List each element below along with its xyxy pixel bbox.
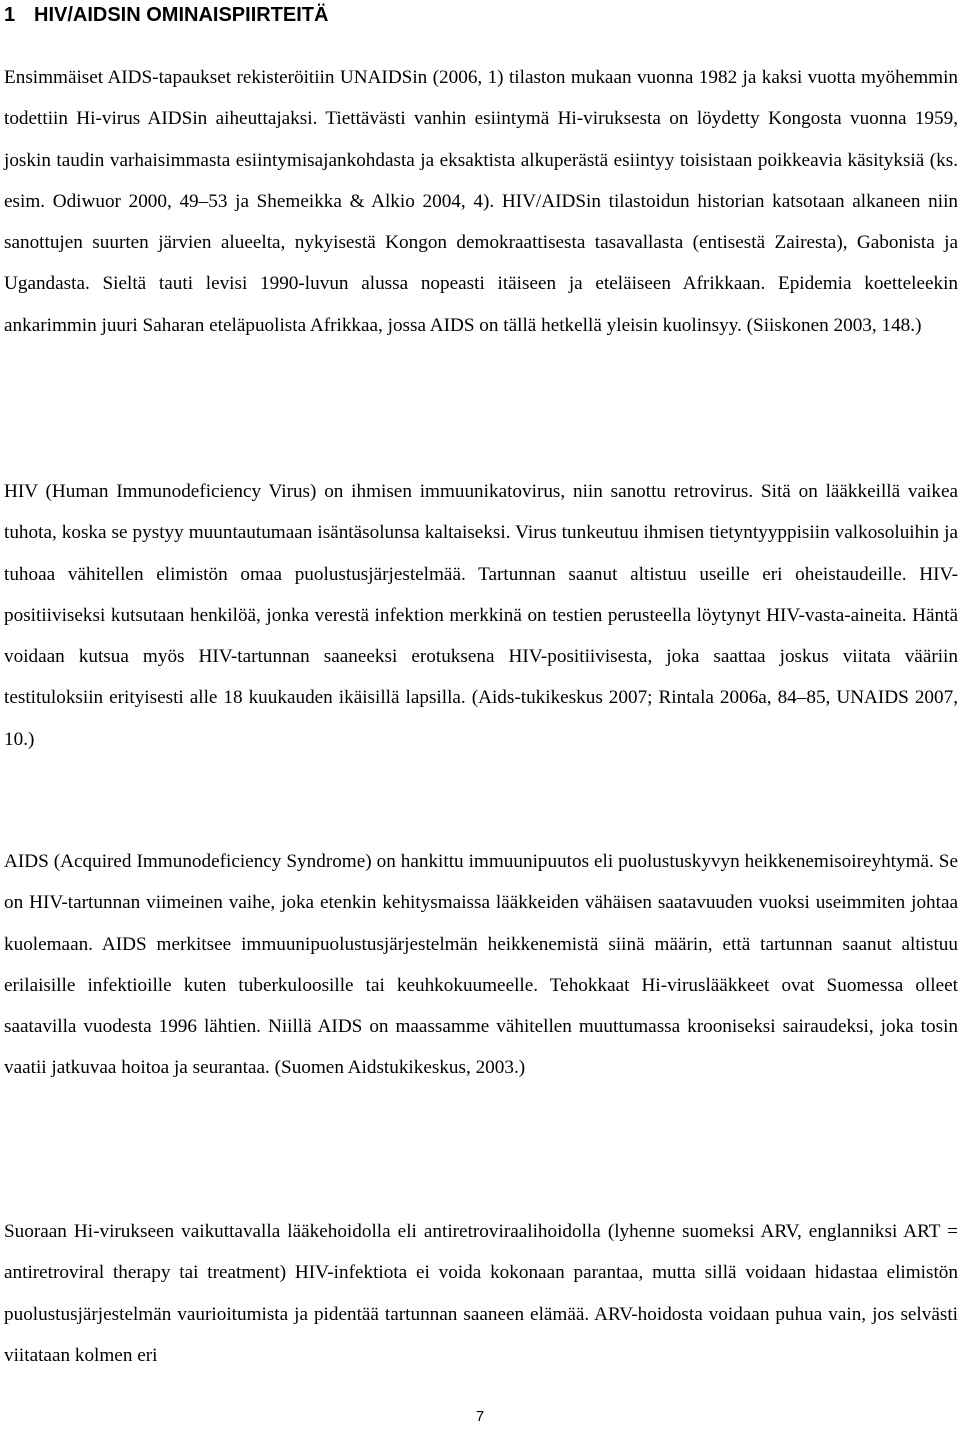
chapter-title: HIV/AIDSIN OMINAISPIIRTEITÄ [34, 4, 329, 26]
body-paragraph-2: HIV (Human Immunodeficiency Virus) on ihmisen immuunikatovirus, niin sanottu retrovirus. Sitä on lääkkeillä vaikea tuhota, koska se pystyy muuntautumaan isäntäsolunsa kaltaiseksi. Virus tunkeutuu ihmisen tietyntyyppisiin valkosoluihin ja tuhoaa vähitellen elimistön omaa puolustusjärjestelmää. Tartunnan saanut altistuu useille eri oheistaudeille. HIV-positiiviseksi kutsutaan henkilöä, jonka verestä infektion merkkinä on testien perusteella löytynyt HIV-vasta-aineita. Häntä voidaan kutsua myös HIV-tartunnan saaneeksi erotuksena HIV-positiivisesta, joka saattaa joskus viitata vääriin testituloksiin erityisesti alle 18 kuukauden ikäisillä lapsilla. (Aids-tukikeskus 2007; Rintala 2006a, 84–85, UNAIDS 2007, 10.) [4, 481, 958, 750]
body-paragraph-1: Ensimmäiset AIDS-tapaukset rekisteröitiin UNAIDSin (2006, 1) tilaston mukaan vuonna 1982 ja kaksi vuotta myöhemmin todettiin Hi-virus AIDSin aiheuttajaksi. Tiettävästi vanhin esiintymä Hi-viruksesta on löydetty Kongosta vuonna 1959, joskin taudin varhaisimmasta esiintymisajankohdasta ja eksaktista alkuperästä esiintyy toisistaan poikkeavia käsityksiä (ks. esim. Odiwuor 2000, 49–53 ja Shemeikka & Alkio 2004, 4). HIV/AIDSin tilastoidun historian katsotaan alkaneen niin sanottujen suurten järvien alueelta, nykyisestä Kongon demokraattisesta tasavallasta (entisestä Zairesta), Gabonista ja Ugandasta. Sieltä tauti levisi 1990-luvun alussa nopeasti itäiseen ja eteläiseen Afrikkaan. Epidemia koetteleekin ankarimmin juuri Saharan eteläpuolista Afrikkaa, jossa AIDS on tällä hetkellä yleisin kuolinsyy. (Siiskonen 2003, 148.) [4, 67, 958, 336]
chapter-heading [4, 2, 328, 28]
chapter-number: 1 [4, 4, 16, 26]
body-paragraph-3: AIDS (Acquired Immunodeficiency Syndrome) on hankittu immuunipuutos eli puolustuskyvyn heikkenemisoireyhtymä. Se on HIV-tartunnan viimeinen vaihe, joka etenkin kehitysmaissa lääkkeiden vähäisen saatavuuden vuoksi useimmiten johtaa kuolemaan. AIDS merkitsee immuunipuolustusjärjestelmän heikkenemistä siinä määrin, että tartunnan saanut altistuu erilaisille infektioille kuten tuberkuloosille tai keuhkokuumeelle. Tehokkaat Hi-viruslääkkeet ovat Suomessa olleet saatavilla vuodesta 1996 lähtien. Niillä AIDS on maassamme vähitellen muuttumassa krooniseksi sairaudeksi, joka tosin vaatii jatkuvaa hoitoa ja seurantaa. (Suomen Aidstukikeskus, 2003.) [4, 851, 958, 1079]
page-number: 7 [475, 1408, 485, 1425]
body-paragraph-4: Suoraan Hi-virukseen vaikuttavalla lääkehoidolla eli antiretroviraalihoidolla (lyhenne suomeksi ARV, englanniksi ART = antiretroviral therapy tai treatment) HIV-infektiota ei voida kokonaan parantaa, mutta sillä voidaan hidastaa elimistön puolustusjärjestelmän vaurioitumista ja pidentää tartunnan saaneen elämää. ARV-hoidosta voidaan puhua vain, jos selvästi viitataan kolmen eri [4, 1221, 958, 1366]
